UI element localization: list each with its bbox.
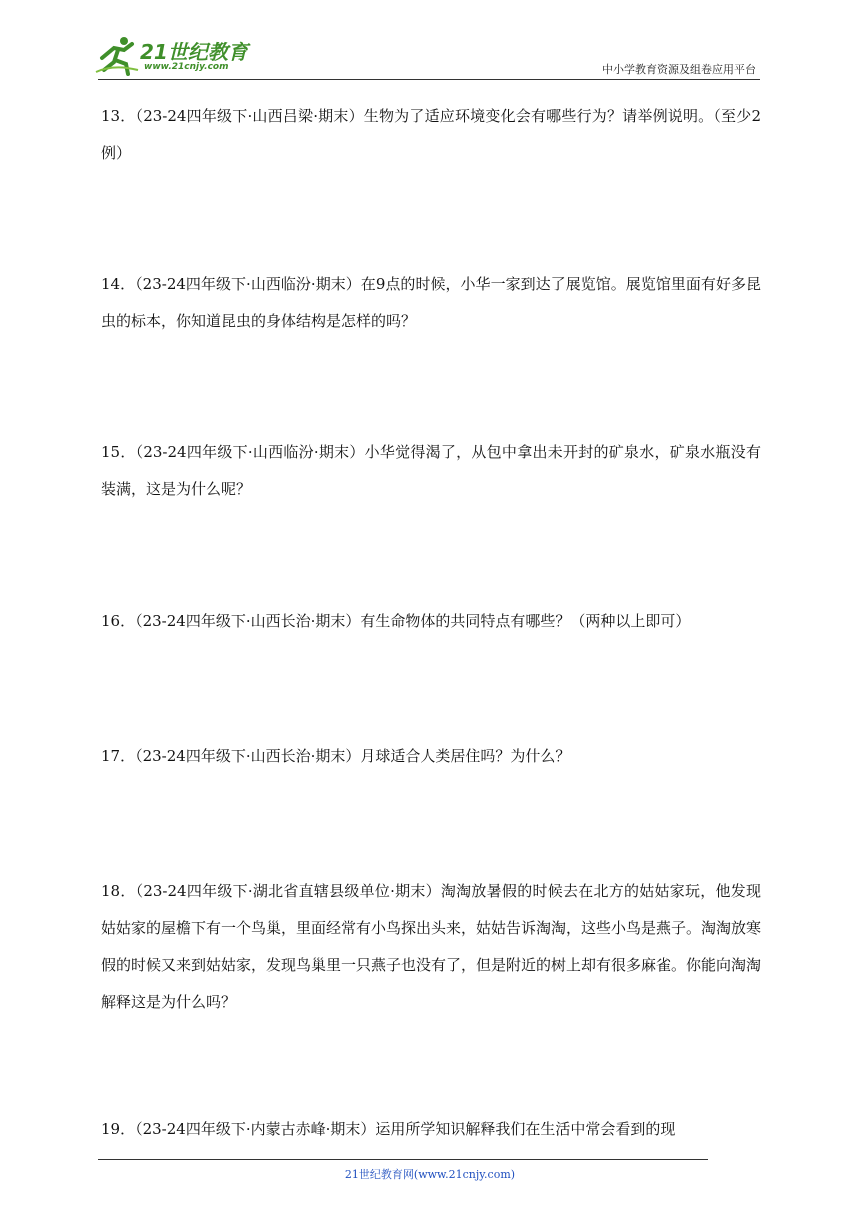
header-divider bbox=[98, 79, 760, 80]
question-text: （23-24四年级下·山西临汾·期末）在9点的时候，小华一家到达了展览馆。展览馆里面有好多昆虫的标本，你知道昆虫的身体结构是怎样的吗？ bbox=[101, 275, 761, 330]
question-number: 17． bbox=[101, 747, 136, 765]
question-16 bbox=[101, 603, 761, 640]
logo bbox=[94, 34, 264, 76]
question-text: （23-24四年级下·山西长治·期末）月球适合人类居住吗？为什么？ bbox=[135, 747, 571, 765]
question-18 bbox=[101, 873, 761, 1021]
question-number: 14． bbox=[101, 275, 136, 293]
runner-logo-icon bbox=[94, 34, 140, 76]
question-text: （23-24四年级下·山西长治·期末）有生命物体的共同特点有哪些？（两种以上即可） bbox=[135, 612, 691, 630]
question-14 bbox=[101, 266, 761, 340]
question-19 bbox=[101, 1111, 761, 1148]
footer-divider bbox=[98, 1159, 708, 1160]
question-17 bbox=[101, 738, 761, 775]
page-header bbox=[0, 0, 860, 80]
question-number: 19． bbox=[101, 1120, 136, 1138]
question-text: （23-24四年级下·内蒙古赤峰·期末）运用所学知识解释我们在生活中常会看到的现 bbox=[135, 1120, 676, 1138]
question-number: 13． bbox=[101, 107, 136, 125]
footer-text: 21世纪教育网(www.21cnjy.com) bbox=[344, 1168, 516, 1181]
question-number: 18． bbox=[101, 882, 136, 900]
question-text: （23-24四年级下·湖北省直辖县级单位·期末）淘淘放暑假的时候去在北方的姑姑家玩，他发现姑姑家的屋檐下有一个鸟巢，里面经常有小鸟探出头来，姑姑告诉淘淘，这些小鸟是燕子。淘淘放寒假的时候又来到姑姑家，发现鸟巢里一只燕子也没有了，但是附近的树上却有很多麻雀。你能向淘淘解释这是为什么吗？ bbox=[101, 882, 762, 1011]
platform-name: 中小学教育资源及组卷应用平台 bbox=[602, 63, 756, 76]
question-15 bbox=[101, 434, 761, 508]
question-13 bbox=[101, 98, 761, 172]
question-number: 16． bbox=[101, 612, 136, 630]
logo-text: 21世纪教育 bbox=[140, 40, 248, 64]
question-text: （23-24四年级下·山西临汾·期末）小华觉得渴了，从包中拿出未开封的矿泉水，矿泉水瓶没有装满，这是为什么呢？ bbox=[101, 443, 761, 498]
question-number: 15． bbox=[101, 443, 136, 461]
logo-url: www.21cnjy.com bbox=[144, 62, 229, 72]
question-text: （23-24四年级下·山西吕梁·期末）生物为了适应环境变化会有哪些行为？请举例说明。（至少2例） bbox=[101, 107, 762, 162]
